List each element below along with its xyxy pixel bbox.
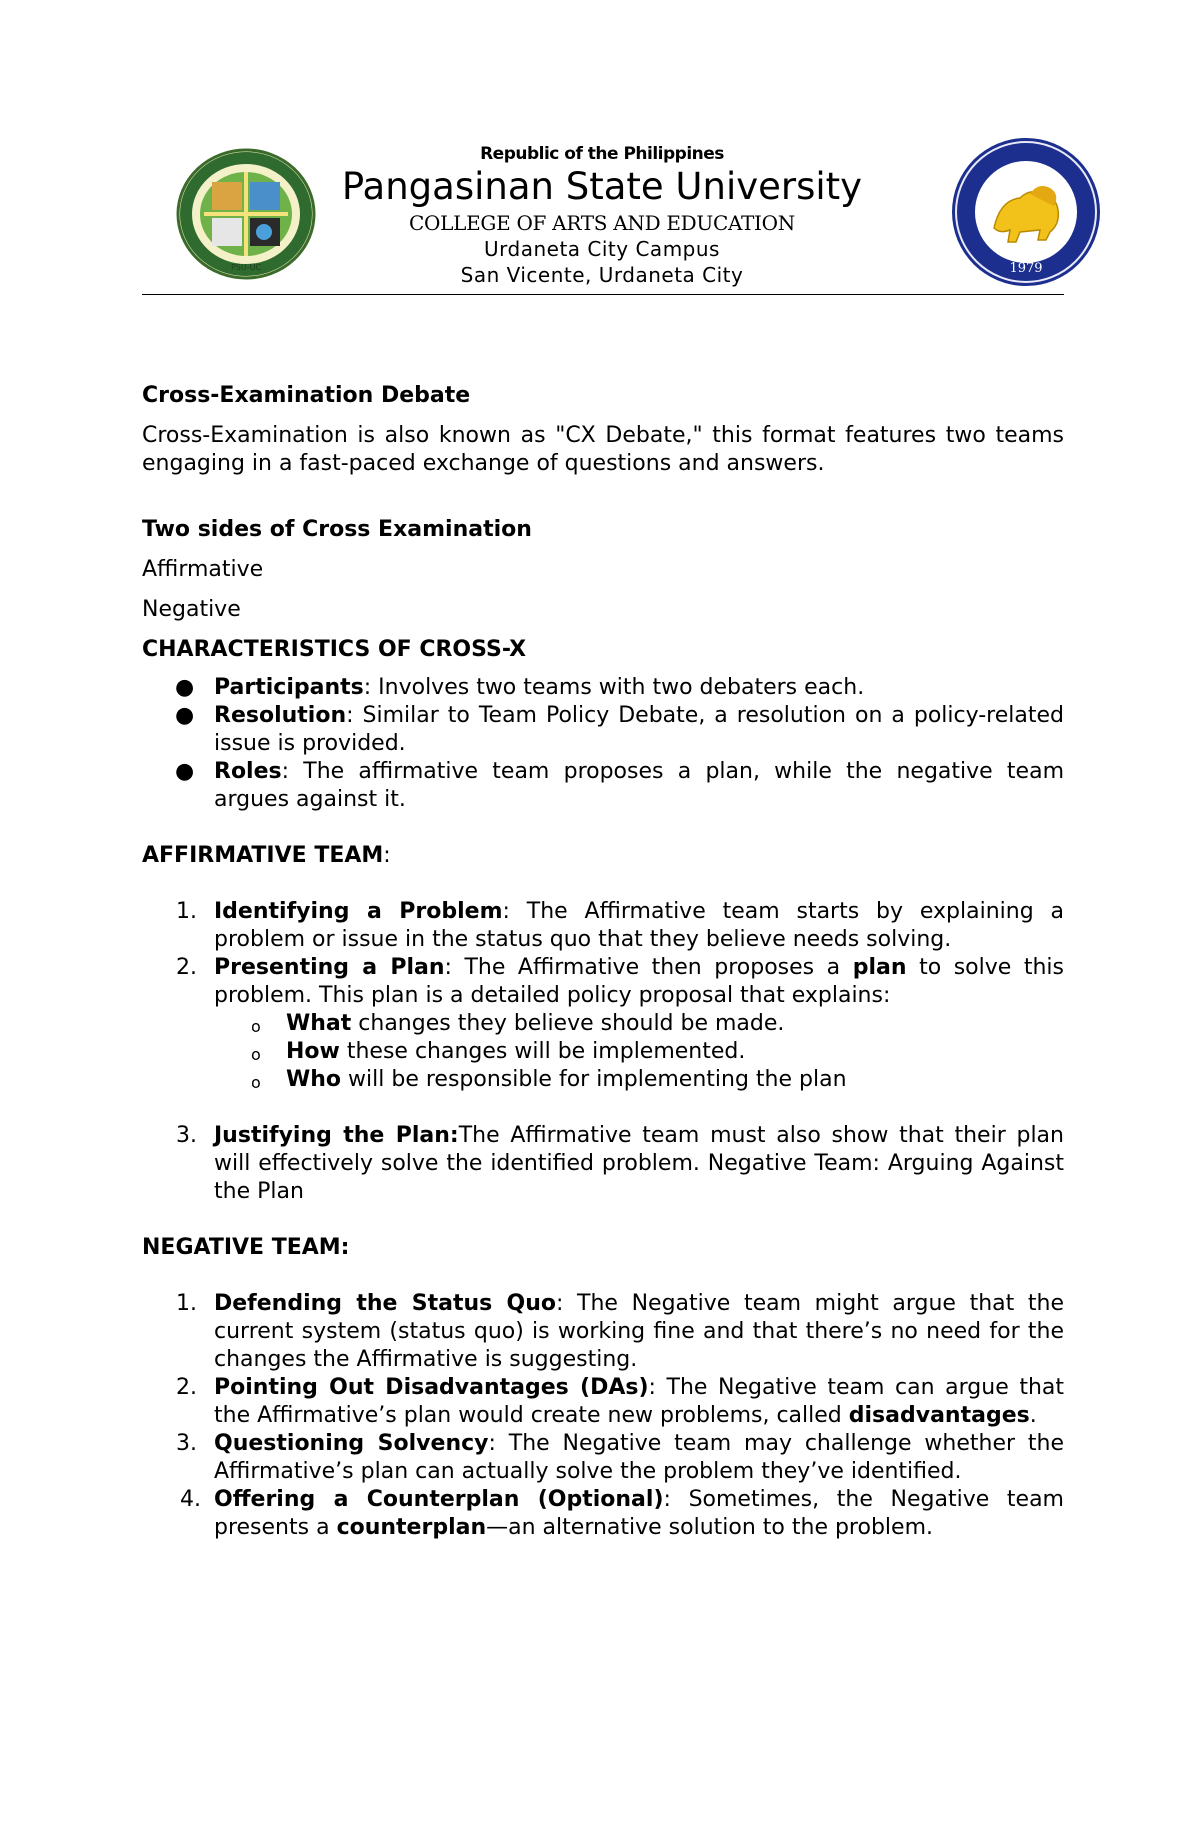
bullet-icon: ● (175, 703, 195, 728)
item-term: Pointing Out Disadvantages (DAs) (214, 1375, 649, 1400)
item-term: Participants (214, 675, 364, 700)
bullet-icon: ● (175, 759, 195, 784)
item-end: . (1029, 1403, 1037, 1428)
item-term: Justifying the Plan: (214, 1123, 459, 1148)
side-affirmative: Affirmative (142, 557, 264, 582)
item-text: changes they believe should be made. (351, 1011, 785, 1036)
university-seal-logo (950, 136, 1102, 288)
right-seal-year: 1979 (1009, 261, 1043, 276)
list-item (142, 1010, 1064, 1038)
item-text: : Involves two teams with two debaters each. (363, 675, 865, 700)
university-name: Pangasinan State University (341, 165, 863, 208)
item-term: How (286, 1039, 340, 1064)
college-name: COLLEGE OF ARTS AND EDUCATION (409, 211, 795, 235)
characteristics-title: CHARACTERISTICS OF CROSS-X (142, 637, 527, 662)
affirmative-title-line (142, 842, 1064, 870)
item-term: Questioning Solvency (214, 1431, 489, 1456)
campus-name: Urdaneta City Campus (484, 237, 720, 261)
characteristics-list (142, 674, 1064, 814)
item-text-continued: to solve this problem. This plan is a detailed policy proposal that explains: (214, 955, 1064, 1008)
item-number: 4. (180, 1487, 201, 1512)
left-seal-bottom-text: PSU-UC (230, 263, 262, 272)
item-text: : Similar to Team Policy Debate, a resolution on a policy-related issue is provided. (214, 703, 1064, 756)
item-term: Resolution (214, 703, 347, 728)
item-number: 2. (176, 955, 197, 980)
list-item (142, 674, 1064, 702)
affirmative-title: AFFIRMATIVE TEAM (142, 843, 384, 868)
item-text: : The Affirmative then proposes a (444, 955, 853, 980)
intro-body: Cross-Examination is also known as "CX Debate," this format features two teams engaging in a fast-paced exchange of questions and answers. (142, 423, 1064, 476)
item-text: : The Affirmative team starts by explaining a problem or issue in the status quo that they believe needs solving. (214, 899, 1064, 952)
header-text-block (292, 136, 912, 288)
item-text: : The Negative team may challenge whether the Affirmative’s plan can actually solve the problem they’ve identified. (214, 1431, 1064, 1484)
item-number: 2. (176, 1375, 197, 1400)
item-bold-word: disadvantages (848, 1403, 1030, 1428)
bullet-icon: ● (175, 675, 195, 700)
circle-bullet-icon: o (251, 1045, 261, 1064)
negative-list (142, 1290, 1064, 1542)
item-text: these changes will be implemented. (339, 1039, 746, 1064)
header-divider (142, 294, 1064, 295)
item-term: Defending the Status Quo (214, 1291, 556, 1316)
item-number: 3. (176, 1431, 197, 1456)
item-number: 3. (176, 1123, 197, 1148)
list-item (142, 758, 1064, 814)
republic-line: Republic of the Philippines (480, 144, 724, 164)
item-term: Who (286, 1067, 342, 1092)
document-header (142, 136, 1064, 294)
document-body (142, 372, 1064, 1542)
list-item (142, 702, 1064, 758)
sides-title: Two sides of Cross Examination (142, 517, 532, 542)
item-text: : The affirmative team proposes a plan, while the negative team argues against it. (214, 759, 1064, 812)
circle-bullet-icon: o (251, 1017, 261, 1036)
list-item (142, 954, 1064, 1094)
list-item (142, 1290, 1064, 1374)
plan-sublist (142, 1010, 1064, 1094)
circle-bullet-icon: o (251, 1073, 261, 1092)
list-item (142, 898, 1064, 954)
item-text: : The Negative team can argue that the Affirmative’s plan would create new problems, called (214, 1375, 1064, 1428)
item-term: What (286, 1011, 352, 1036)
list-item (142, 1038, 1064, 1066)
item-bold-word: counterplan (336, 1515, 487, 1540)
side-negative: Negative (142, 597, 241, 622)
item-term: Roles (214, 759, 282, 784)
intro-title: Cross-Examination Debate (142, 383, 471, 408)
item-text: will be responsible for implementing the plan (341, 1067, 847, 1092)
affirmative-list (142, 898, 1064, 1206)
negative-title: NEGATIVE TEAM: (142, 1235, 350, 1260)
item-text: : Sometimes, the Negative team presents a (214, 1487, 1064, 1540)
item-text: : The Negative team might argue that the current system (status quo) is working fine and that there’s no need for the changes the Affirmative is suggesting. (214, 1291, 1065, 1372)
item-number: 1. (176, 1291, 197, 1316)
affirmative-title-suffix: : (383, 843, 391, 868)
list-item (142, 1486, 1064, 1542)
list-item (142, 1066, 1064, 1094)
item-term: Offering a Counterplan (Optional) (214, 1487, 664, 1512)
item-bold-word: plan (852, 955, 907, 980)
list-item (142, 1374, 1064, 1430)
list-item (142, 1122, 1064, 1206)
item-term: Presenting a Plan (214, 955, 445, 980)
list-item (142, 1430, 1064, 1486)
campus-address: San Vicente, Urdaneta City (460, 263, 744, 287)
item-text: The Affirmative team must also show that their plan will effectively solve the identified problem. Negative Team: Arguing Against the Plan (214, 1123, 1064, 1204)
item-term: Identifying a Problem (214, 899, 503, 924)
item-text-continued: —an alternative solution to the problem. (486, 1515, 933, 1540)
item-number: 1. (176, 899, 197, 924)
